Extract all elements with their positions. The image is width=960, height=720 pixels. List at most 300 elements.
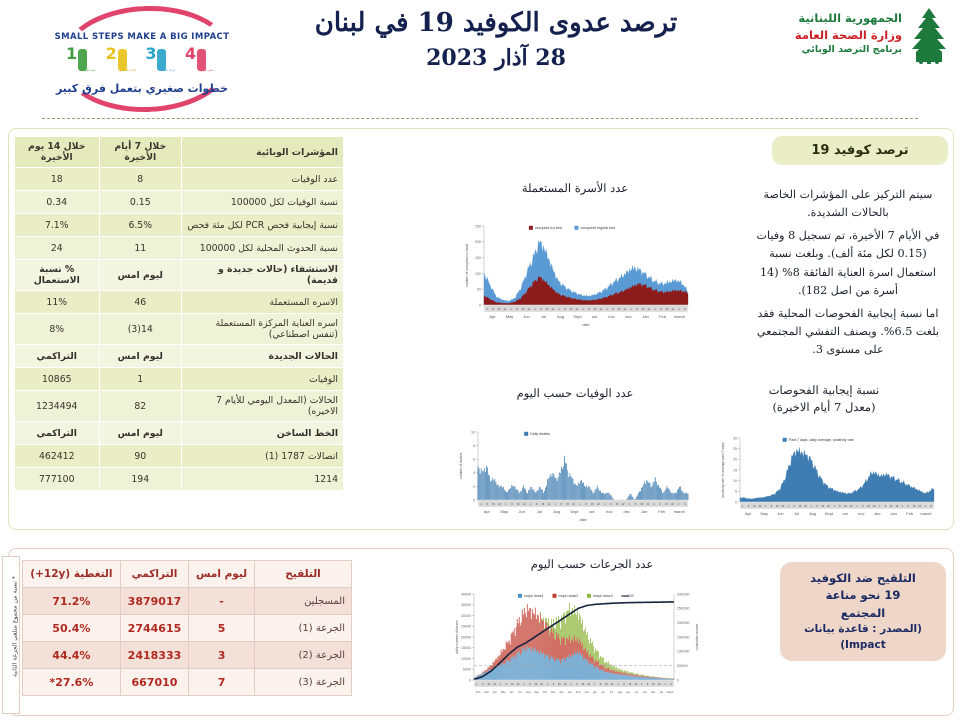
svg-text:22: 22 (498, 503, 501, 506)
svg-text:1: 1 (678, 503, 680, 506)
row-value-14d: 18 (15, 168, 100, 191)
svg-text:moph dose3: moph dose3 (593, 594, 613, 598)
vaccination-footnote: * نسبة من مجموع متلقي الجرعة الثانية (11, 576, 19, 677)
svg-text:Jul: Jul (794, 511, 800, 516)
table-row (15, 468, 344, 491)
svg-text:22: 22 (872, 505, 876, 508)
svg-text:Sept: Sept (824, 511, 834, 516)
section-col-cumulative: التراكمي (15, 345, 100, 368)
step-1-number: 1 (66, 44, 78, 63)
svg-text:1: 1 (901, 505, 904, 508)
svg-text:22: 22 (804, 505, 807, 508)
svg-text:1500000: 1500000 (677, 635, 690, 640)
svg-text:May: May (760, 511, 769, 516)
svg-text:1: 1 (570, 683, 572, 686)
svg-text:0: 0 (473, 498, 475, 503)
svg-text:nov: nov (642, 691, 647, 694)
svg-text:22: 22 (781, 505, 785, 508)
surveillance-badge: ترصد كوفيد 19 (772, 136, 948, 165)
svg-text:1: 1 (742, 505, 744, 508)
ministry-logo (758, 6, 954, 68)
svg-text:Jan: Jan (641, 509, 648, 514)
daily-doses-chart (440, 578, 708, 710)
svg-text:15: 15 (844, 505, 847, 508)
row-value-yesterday: - (189, 588, 255, 615)
svg-text:1: 1 (765, 505, 767, 508)
indicators-header-14d: خلال 14 يوم الأخيرة (15, 137, 100, 168)
svg-text:15: 15 (521, 308, 525, 311)
svg-text:1: 1 (833, 505, 835, 508)
row-label: عدد الوفيات (182, 168, 344, 191)
table-row (15, 191, 344, 214)
svg-text:8: 8 (482, 683, 484, 686)
section-col-usage: % نسبة الاستعمال (15, 260, 100, 291)
svg-text:8: 8 (588, 308, 590, 311)
svg-text:22: 22 (572, 503, 576, 506)
table-row (15, 314, 344, 345)
svg-text:date: date (582, 323, 590, 327)
svg-text:22: 22 (657, 683, 661, 686)
svg-text:Feb: Feb (475, 691, 481, 694)
campaign-step-2-icon (106, 46, 139, 79)
svg-text:15: 15 (752, 505, 756, 508)
svg-text:Sept: Sept (573, 314, 582, 319)
vaccination-table (22, 560, 352, 696)
svg-text:25000: 25000 (461, 624, 471, 629)
svg-text:15: 15 (821, 505, 825, 508)
svg-text:0: 0 (677, 678, 679, 683)
campaign-step-icons (66, 46, 218, 80)
svg-text:22: 22 (516, 683, 520, 686)
svg-text:1: 1 (476, 683, 478, 686)
svg-text:8: 8 (930, 505, 932, 508)
svg-text:15: 15 (492, 503, 495, 506)
vaccination-header-label: التلقيح (255, 561, 352, 588)
svg-text:8: 8 (610, 503, 612, 506)
svg-text:8: 8 (473, 444, 475, 448)
svg-text:22: 22 (918, 505, 922, 508)
vaccination-badge-line3: المجتمع (840, 605, 886, 620)
svg-text:Sep: Sep (534, 691, 539, 694)
row-label: نسبة إيجابية فحص PCR لكل مئة فحص (182, 214, 344, 237)
svg-text:Feb: Feb (659, 314, 666, 319)
svg-text:15: 15 (615, 503, 619, 506)
row-label: اتصالات 1787 (1) (182, 445, 344, 468)
svg-text:15: 15 (510, 683, 514, 686)
svg-text:10: 10 (471, 430, 475, 435)
svg-text:moph dose2: moph dose2 (558, 594, 579, 598)
svg-text:22: 22 (621, 503, 625, 506)
table-row (15, 237, 344, 260)
row-label: الجرعة (3) (255, 669, 352, 696)
svg-text:May: May (500, 509, 509, 514)
section-col-yesterday: ليوم امس (99, 260, 181, 291)
svg-text:1: 1 (879, 505, 881, 508)
step-4-figure (197, 49, 206, 71)
svg-text:5: 5 (735, 489, 737, 494)
row-value-7d: 6.5% (99, 214, 181, 237)
svg-text:1: 1 (603, 503, 606, 506)
table-row (23, 615, 352, 642)
svg-text:2: 2 (473, 484, 475, 489)
step-4-number: 4 (184, 44, 197, 63)
indicators-header-label: المؤشرات الوبائية (182, 137, 344, 168)
svg-text:mar: mar (584, 691, 589, 694)
svg-text:8: 8 (564, 308, 566, 311)
step-1-caption: تجنب الازدحام (80, 69, 96, 72)
svg-text:jun: jun (601, 691, 605, 694)
row-value-14d: 24 (15, 237, 100, 260)
page-title-block (236, 6, 756, 71)
svg-text:15: 15 (581, 683, 585, 686)
svg-text:Aug: Aug (556, 314, 565, 319)
svg-text:moph dose1: moph dose1 (524, 594, 544, 598)
step-2-caption: التباعد الجسدي (119, 69, 136, 72)
vaccination-header-coverage: التغطية (12y+) (23, 561, 121, 588)
svg-text:15: 15 (775, 505, 779, 508)
narrative-paragraph-3: اما نسبة إيجابية الفحوصات المحلية فقد بلغت 6.5%. ويصنف التفشي المجتمعي على مستوى 3. (756, 306, 940, 357)
row-value-yesterday: 5 (189, 615, 255, 642)
row-value-yesterday: 1 (99, 368, 181, 391)
row-value-cumulative: 777100 (15, 468, 100, 491)
row-value-yesterday: 14(3) (99, 314, 181, 345)
svg-text:500000: 500000 (677, 664, 688, 669)
svg-text:8: 8 (884, 505, 887, 508)
ministry-name-label: وزارة الصحة العامة (794, 27, 902, 42)
row-label: نسبة الوفيات لكل 100000 (182, 191, 344, 214)
svg-text:8: 8 (684, 308, 686, 311)
svg-text:1: 1 (554, 503, 556, 506)
svg-text:dec: dec (874, 511, 881, 516)
svg-text:20000: 20000 (461, 635, 471, 640)
svg-text:8: 8 (747, 505, 750, 508)
table-row (23, 642, 352, 669)
table-row (15, 445, 344, 468)
svg-text:8: 8 (862, 505, 864, 508)
svg-text:1: 1 (593, 683, 596, 686)
row-label: 1214 (182, 468, 344, 491)
page-title: ترصد عدوى الكوفيد 19 في لبنان (314, 8, 678, 38)
svg-text:333: 333 (627, 594, 634, 598)
row-value-yesterday: 7 (189, 669, 255, 696)
new-cases-header-row (15, 345, 344, 368)
svg-text:number of deaths: number of deaths (459, 452, 463, 480)
row-value-coverage: 44.4% (23, 642, 121, 669)
row-value-coverage: 27.6%* (23, 669, 121, 696)
svg-text:22: 22 (634, 683, 638, 686)
svg-text:1: 1 (810, 505, 812, 508)
row-value-cumulative: 2744615 (120, 615, 188, 642)
svg-text:oct: oct (842, 511, 848, 516)
vaccination-footnote-strip (2, 556, 20, 714)
svg-text:15: 15 (516, 503, 520, 506)
svg-text:40000: 40000 (461, 592, 471, 597)
svg-text:250: 250 (475, 224, 481, 229)
svg-text:Apr: Apr (744, 511, 752, 516)
row-label: الجرعة (2) (255, 642, 352, 669)
table-row (23, 588, 352, 615)
vaccination-badge (780, 562, 946, 661)
svg-text:15: 15 (665, 308, 669, 311)
svg-text:15: 15 (557, 683, 561, 686)
svg-text:Jun: Jun (509, 691, 514, 694)
chart-title-positivity-l1: نسبة إيجابية الفحوصات (768, 383, 880, 397)
svg-text:8: 8 (511, 503, 513, 506)
svg-text:22: 22 (647, 308, 651, 311)
table-row (15, 214, 344, 237)
svg-text:1: 1 (606, 308, 608, 311)
svg-text:15: 15 (487, 683, 491, 686)
svg-text:1: 1 (664, 683, 666, 686)
row-value-14d: 7.1% (15, 214, 100, 237)
row-value-coverage: 50.4% (23, 615, 121, 642)
svg-text:22: 22 (758, 505, 762, 508)
svg-text:Apr: Apr (489, 314, 496, 319)
svg-text:0: 0 (479, 303, 481, 308)
svg-text:15: 15 (593, 308, 597, 311)
svg-text:1: 1 (534, 308, 536, 311)
svg-text:1: 1 (617, 683, 619, 686)
row-value-7d: 8 (99, 168, 181, 191)
svg-text:1: 1 (628, 503, 630, 506)
row-value-yesterday: 3 (189, 642, 255, 669)
svg-text:15: 15 (617, 308, 621, 311)
campaign-step-3-icon (145, 46, 178, 79)
row-value-usage: 8% (15, 314, 100, 345)
svg-text:8: 8 (636, 308, 638, 311)
row-label: الجرعة (1) (255, 615, 352, 642)
hospitalization-header-row (15, 260, 344, 291)
row-label: الوفيات (182, 368, 344, 391)
campaign-slogan-en: SMALL STEPS MAKE A BIG IMPACT (54, 32, 230, 42)
svg-text:15: 15 (590, 503, 594, 506)
table-row (15, 391, 344, 422)
svg-text:Jun: Jun (777, 511, 784, 516)
svg-text:dec: dec (623, 509, 630, 514)
svg-text:Oct: Oct (542, 691, 547, 694)
campaign-step-4-icon (185, 46, 218, 79)
svg-text:100: 100 (475, 271, 481, 276)
svg-text:30: 30 (733, 436, 737, 441)
svg-text:Feb: Feb (658, 509, 666, 514)
svg-text:8: 8 (560, 503, 563, 506)
svg-text:occupierd regular bed: occupierd regular bed (580, 226, 616, 230)
surveillance-narrative (750, 186, 946, 364)
indicators-header-row (15, 137, 344, 168)
svg-text:1: 1 (654, 308, 656, 311)
row-value-yesterday: 90 (99, 445, 181, 468)
section-col-cumulative: التراكمي (15, 422, 100, 445)
svg-text:Jul: Jul (609, 691, 614, 694)
svg-text:nov: nov (606, 509, 613, 514)
svg-text:1: 1 (582, 308, 584, 311)
cedar-tree-icon (906, 6, 952, 64)
svg-text:22: 22 (597, 503, 600, 506)
svg-text:1: 1 (787, 505, 790, 508)
indicators-header-7d: خلال 7 أيام الأخيرة (99, 137, 181, 168)
svg-text:aug: aug (617, 691, 622, 694)
svg-text:22: 22 (503, 308, 507, 311)
svg-text:1: 1 (579, 503, 581, 506)
svg-text:Apr: Apr (492, 691, 497, 694)
svg-text:8: 8 (670, 683, 672, 686)
svg-text:15: 15 (566, 503, 569, 506)
svg-text:May: May (500, 691, 506, 694)
svg-text:15: 15 (665, 503, 668, 506)
row-value-14d: 0.34 (15, 191, 100, 214)
vaccination-header-yesterday: ليوم امس (189, 561, 255, 588)
chart-title-positivity-l2: (معدل 7 أيام الاخيرة) (772, 399, 876, 414)
row-value-cumulative: 3879017 (120, 588, 188, 615)
vaccination-badge-line1: التلقيح ضد الكوفيد (810, 571, 916, 585)
svg-text:dec: dec (625, 314, 632, 319)
step-2-number: 2 (105, 44, 117, 63)
section-label: الاستشفاء (حالات جديدة و قديمة) (182, 260, 344, 291)
svg-text:May: May (505, 314, 514, 319)
svg-text:22: 22 (563, 683, 567, 686)
svg-text:8: 8 (576, 683, 578, 686)
svg-text:march: march (673, 314, 686, 319)
svg-text:1: 1 (499, 683, 502, 686)
narrative-paragraph-2: في الأيام 7 الأخيرة، تم تسجيل 8 وفيات (0.15 لكل مئة ألف). وبلغت نسبة استعمال اسرة العناية الفائقة 8% (14 أسرة من اصل 182). (756, 229, 940, 297)
row-value-7d: 0.15 (99, 191, 181, 214)
svg-text:nov: nov (858, 511, 865, 516)
svg-text:Feb: Feb (575, 691, 581, 694)
svg-text:Past 7 days, daily average, po: Past 7 days, daily average, positivity rate (788, 438, 854, 442)
svg-text:8: 8 (552, 683, 555, 686)
svg-text:march: march (673, 509, 685, 514)
report-date: 28 آذار 2023 (426, 45, 566, 72)
svg-text:15: 15 (534, 683, 538, 686)
svg-text:15: 15 (641, 308, 645, 311)
step-2-figure (118, 49, 127, 71)
svg-text:Daily deaths: Daily deaths (530, 432, 550, 436)
campaign-step-1-icon (66, 46, 99, 79)
svg-text:22: 22 (493, 683, 496, 686)
svg-text:8: 8 (540, 308, 542, 311)
step-3-caption: ارتداء الكمامة (159, 69, 175, 72)
chart-title-beds: عدد الأسرة المستعملة (521, 181, 629, 195)
step-1-figure (78, 49, 87, 71)
svg-text:date: date (579, 518, 587, 522)
svg-text:jan: jan (659, 691, 664, 694)
svg-text:1: 1 (523, 683, 525, 686)
svg-text:8: 8 (659, 503, 661, 506)
svg-text:25: 25 (733, 447, 737, 452)
row-value-cumulative: 2418333 (120, 642, 188, 669)
vaccination-badge-source: (المصدر : قاعدة بيانات Impact) (804, 622, 922, 651)
chart-title-positivity (706, 382, 942, 415)
svg-text:22: 22 (527, 308, 531, 311)
svg-text:22: 22 (610, 683, 614, 686)
svg-text:15: 15 (912, 505, 916, 508)
svg-text:Jul: Jul (518, 691, 522, 694)
svg-text:1: 1 (856, 505, 858, 508)
svg-text:1: 1 (505, 503, 507, 506)
row-value-yesterday: 194 (99, 468, 181, 491)
svg-text:15: 15 (497, 308, 501, 311)
row-label: اسره العناية المركزة المستعملة (تنفس اصطناعي) (182, 314, 344, 345)
row-label: المسجلين (255, 588, 352, 615)
svg-text:22: 22 (646, 503, 650, 506)
row-label: نسبة الحدوث المحلية لكل 100000 (182, 237, 344, 260)
svg-text:Apr: Apr (483, 509, 490, 514)
svg-text:1: 1 (486, 308, 488, 311)
svg-text:march: march (920, 511, 932, 516)
hotline-header-row (15, 422, 344, 445)
campaign-logo (52, 2, 232, 107)
svg-text:8: 8 (623, 683, 625, 686)
vaccination-header-cumulative: التراكمي (120, 561, 188, 588)
row-value-usage: 11% (15, 291, 100, 314)
svg-text:8: 8 (770, 505, 773, 508)
svg-text:15: 15 (889, 505, 893, 508)
svg-text:22: 22 (599, 308, 603, 311)
svg-text:Jan: Jan (567, 691, 572, 694)
svg-text:15: 15 (541, 503, 545, 506)
svg-text:1: 1 (480, 503, 482, 506)
step-4-caption: غسل اليدين (200, 69, 214, 72)
svg-text:8: 8 (599, 683, 602, 686)
svg-text:20: 20 (733, 457, 737, 462)
svg-text:15: 15 (569, 308, 573, 311)
svg-text:nov: nov (608, 314, 615, 319)
svg-text:Jan: Jan (890, 511, 897, 516)
svg-text:1000000: 1000000 (677, 649, 690, 654)
table-row (15, 368, 344, 391)
svg-text:22: 22 (587, 683, 591, 686)
row-value-coverage: 71.2% (23, 588, 121, 615)
svg-text:positivity rate % average past: positivity rate % average past 7 days (721, 442, 725, 498)
svg-text:10000: 10000 (461, 656, 471, 661)
svg-text:1: 1 (546, 683, 549, 686)
row-value-cumulative: 462412 (15, 445, 100, 468)
svg-text:22: 22 (522, 503, 526, 506)
row-value-cumulative: 10865 (15, 368, 100, 391)
svg-text:8: 8 (634, 503, 637, 506)
svg-text:22: 22 (547, 503, 551, 506)
svg-text:22: 22 (827, 505, 830, 508)
svg-text:8: 8 (684, 503, 686, 506)
svg-text:0: 0 (469, 678, 471, 683)
ministry-republic-label: الجمهورية اللبنانية (798, 11, 902, 25)
svg-text:8: 8 (646, 683, 649, 686)
svg-text:sep: sep (626, 691, 631, 694)
svg-text:oct: oct (589, 509, 595, 514)
svg-text:6: 6 (473, 457, 475, 462)
svg-text:8: 8 (486, 503, 488, 506)
ministry-program-label: برنامج الترصد الوبائي (801, 44, 902, 56)
row-label: الاسره المستعملة (182, 291, 344, 314)
svg-text:8: 8 (585, 503, 587, 506)
step-3-number: 3 (145, 44, 157, 63)
section-label: الخط الساخن (182, 422, 344, 445)
occupied-beds-chart (458, 210, 694, 335)
svg-text:Mar: Mar (484, 691, 489, 694)
svg-text:Nov: Nov (550, 691, 556, 694)
svg-text:1: 1 (653, 503, 655, 506)
svg-text:150: 150 (475, 256, 481, 260)
svg-text:apr: apr (592, 691, 597, 694)
section-col-yesterday: ليوم امس (99, 422, 181, 445)
svg-text:200: 200 (475, 240, 481, 245)
svg-text:15: 15 (545, 308, 549, 311)
epidemiological-indicators-table (14, 136, 344, 491)
svg-text:Jul: Jul (540, 314, 547, 319)
row-value-yesterday: 46 (99, 291, 181, 314)
svg-text:Aug: Aug (809, 511, 817, 516)
campaign-slogan-ar: خطوات صغيري بتعمل فرق كبير (55, 82, 229, 95)
